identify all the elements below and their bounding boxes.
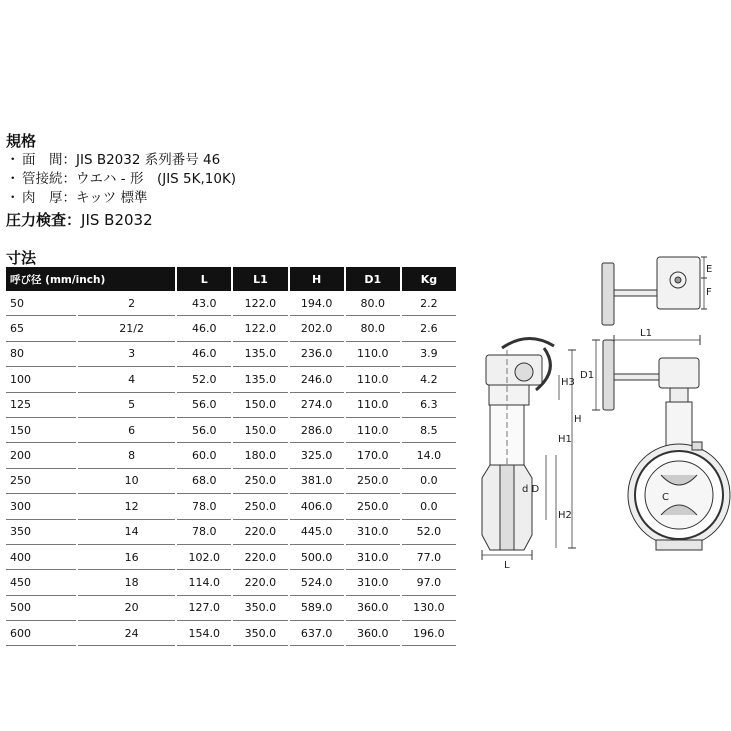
table-cell: 122.0 bbox=[233, 291, 287, 316]
table-cell: 589.0 bbox=[290, 596, 344, 621]
table-cell: 406.0 bbox=[290, 494, 344, 519]
table-cell: 250.0 bbox=[346, 494, 400, 519]
table-cell: 77.0 bbox=[402, 545, 456, 570]
table-cell: 52.0 bbox=[402, 520, 456, 545]
pressure-label: 圧力検査 bbox=[6, 211, 67, 229]
table-cell: 150.0 bbox=[233, 393, 287, 418]
table-row bbox=[6, 342, 456, 367]
table-cell: 600 bbox=[6, 621, 76, 646]
table-cell: 80.0 bbox=[346, 291, 400, 316]
table-cell: 14 bbox=[78, 520, 175, 545]
spec-title: 規格 bbox=[6, 132, 37, 150]
table-cell: 4.2 bbox=[402, 367, 456, 392]
table-cell: 12 bbox=[78, 494, 175, 519]
table-cell: 100 bbox=[6, 367, 76, 392]
spec-item-face-to-face: ・ 面 間：JIS B2032 系列番号 46 bbox=[6, 152, 221, 168]
table-cell: 78.0 bbox=[177, 520, 231, 545]
table-cell: 2.6 bbox=[402, 316, 456, 341]
table-cell: 500 bbox=[6, 596, 76, 621]
side-gearbox bbox=[486, 355, 542, 385]
table-cell: 150.0 bbox=[233, 418, 287, 443]
table-cell: 135.0 bbox=[233, 342, 287, 367]
pressure-test: 圧力検査：JIS B2032 bbox=[6, 211, 153, 229]
table-cell: 46.0 bbox=[177, 316, 231, 341]
table-cell: 350.0 bbox=[233, 596, 287, 621]
table-cell: 310.0 bbox=[346, 520, 400, 545]
table-cell: 0.0 bbox=[402, 494, 456, 519]
table-cell: 21/2 bbox=[78, 316, 175, 341]
table-cell: 0.0 bbox=[402, 469, 456, 494]
table-cell: 80.0 bbox=[346, 316, 400, 341]
table-cell: 310.0 bbox=[346, 545, 400, 570]
table-cell: 56.0 bbox=[177, 393, 231, 418]
table-cell: 50 bbox=[6, 291, 76, 316]
table-cell: 60.0 bbox=[177, 443, 231, 468]
bullet: ・ bbox=[6, 190, 20, 206]
table-body bbox=[6, 291, 456, 646]
table-cell: 250.0 bbox=[346, 469, 400, 494]
table-cell: 194.0 bbox=[290, 291, 344, 316]
table-cell: 524.0 bbox=[290, 570, 344, 595]
table-row bbox=[6, 621, 456, 646]
label-h2: H2 bbox=[558, 510, 572, 521]
table-cell: 78.0 bbox=[177, 494, 231, 519]
spec-key: 肉 厚 bbox=[22, 190, 63, 206]
table-cell: 14.0 bbox=[402, 443, 456, 468]
table-cell: 2.2 bbox=[402, 291, 456, 316]
table-cell: 196.0 bbox=[402, 621, 456, 646]
table-cell: 127.0 bbox=[177, 596, 231, 621]
table-cell: 56.0 bbox=[177, 418, 231, 443]
label-h1: H1 bbox=[558, 434, 572, 445]
label-l1: L1 bbox=[640, 328, 652, 339]
spec-value: ウエハ - 形 (JIS 5K,10K) bbox=[76, 171, 237, 187]
column-header-nominal-size: 呼び径 (mm/inch) bbox=[6, 267, 175, 291]
table-cell: 68.0 bbox=[177, 469, 231, 494]
table-cell: 3 bbox=[78, 342, 175, 367]
table-cell: 2 bbox=[78, 291, 175, 316]
table-cell: 200 bbox=[6, 443, 76, 468]
spec-key: 管接続 bbox=[22, 171, 63, 187]
table-row bbox=[6, 393, 456, 418]
table-cell: 110.0 bbox=[346, 418, 400, 443]
table-cell: 250 bbox=[6, 469, 76, 494]
label-e: E bbox=[706, 264, 713, 275]
table-header-row bbox=[6, 267, 456, 291]
pressure-value: JIS B2032 bbox=[81, 211, 153, 229]
table-cell: 381.0 bbox=[290, 469, 344, 494]
table-cell: 8.5 bbox=[402, 418, 456, 443]
table-cell: 250.0 bbox=[233, 469, 287, 494]
label-f: F bbox=[706, 287, 712, 298]
label-c: C bbox=[662, 492, 669, 503]
table-cell: 450 bbox=[6, 570, 76, 595]
table-row bbox=[6, 291, 456, 316]
table-row bbox=[6, 596, 456, 621]
table-row bbox=[6, 367, 456, 392]
table-cell: 500.0 bbox=[290, 545, 344, 570]
table-cell: 170.0 bbox=[346, 443, 400, 468]
table-cell: 10 bbox=[78, 469, 175, 494]
table-cell: 445.0 bbox=[290, 520, 344, 545]
table-cell: 97.0 bbox=[402, 570, 456, 595]
dimensions-title: 寸法 bbox=[6, 249, 37, 267]
table-cell: 202.0 bbox=[290, 316, 344, 341]
table-cell: 16 bbox=[78, 545, 175, 570]
column-header-d1: D1 bbox=[346, 267, 400, 291]
label-h: H bbox=[574, 414, 582, 425]
top-shaft bbox=[614, 290, 659, 296]
table-cell: 52.0 bbox=[177, 367, 231, 392]
side-lever-arc bbox=[502, 338, 554, 348]
label-l: L bbox=[504, 560, 510, 570]
bullet: ・ bbox=[6, 171, 20, 187]
table-row bbox=[6, 494, 456, 519]
column-header-l1: L1 bbox=[233, 267, 287, 291]
front-handwheel bbox=[603, 340, 614, 410]
table-cell: 110.0 bbox=[346, 367, 400, 392]
table-row bbox=[6, 316, 456, 341]
column-header-l: L bbox=[177, 267, 231, 291]
spec-section bbox=[6, 131, 446, 231]
table-cell: 80 bbox=[6, 342, 76, 367]
table-cell: 24 bbox=[78, 621, 175, 646]
table-cell: 18 bbox=[78, 570, 175, 595]
table-cell: 102.0 bbox=[177, 545, 231, 570]
table-cell: 350 bbox=[6, 520, 76, 545]
label-h3: H3 bbox=[561, 377, 575, 388]
table-cell: 325.0 bbox=[290, 443, 344, 468]
table-cell: 6.3 bbox=[402, 393, 456, 418]
table-row bbox=[6, 469, 456, 494]
table-row bbox=[6, 545, 456, 570]
table-cell: 360.0 bbox=[346, 621, 400, 646]
table-row bbox=[6, 418, 456, 443]
table-cell: 8 bbox=[78, 443, 175, 468]
table-cell: 220.0 bbox=[233, 570, 287, 595]
table-cell: 122.0 bbox=[233, 316, 287, 341]
table-cell: 110.0 bbox=[346, 342, 400, 367]
table-cell: 4 bbox=[78, 367, 175, 392]
table-cell: 274.0 bbox=[290, 393, 344, 418]
table-cell: 180.0 bbox=[233, 443, 287, 468]
table-cell: 360.0 bbox=[346, 596, 400, 621]
valve-drawing bbox=[466, 250, 731, 570]
table-cell: 220.0 bbox=[233, 520, 287, 545]
top-handwheel bbox=[602, 263, 614, 325]
spec-key: 面 間 bbox=[22, 152, 63, 168]
spec-value: キッツ 標準 bbox=[76, 190, 148, 206]
column-header-kg: Kg bbox=[402, 267, 456, 291]
label-d1: D1 bbox=[580, 370, 595, 381]
table-cell: 300 bbox=[6, 494, 76, 519]
table-cell: 5 bbox=[78, 393, 175, 418]
table-row bbox=[6, 570, 456, 595]
table-cell: 3.9 bbox=[402, 342, 456, 367]
table-cell: 637.0 bbox=[290, 621, 344, 646]
front-gearbox bbox=[659, 358, 699, 388]
table-row bbox=[6, 443, 456, 468]
table-cell: 135.0 bbox=[233, 367, 287, 392]
spec-item-wall-thickness: ・ 肉 厚：キッツ 標準 bbox=[6, 190, 148, 206]
table-row bbox=[6, 520, 456, 545]
table-cell: 20 bbox=[78, 596, 175, 621]
table-cell: 114.0 bbox=[177, 570, 231, 595]
table-cell: 154.0 bbox=[177, 621, 231, 646]
table-cell: 246.0 bbox=[290, 367, 344, 392]
table-cell: 130.0 bbox=[402, 596, 456, 621]
spec-value: JIS B2032 系列番号 46 bbox=[76, 152, 221, 168]
label-d: d D bbox=[522, 484, 540, 495]
table-cell: 286.0 bbox=[290, 418, 344, 443]
bullet: ・ bbox=[6, 152, 20, 168]
table-cell: 6 bbox=[78, 418, 175, 443]
table-cell: 310.0 bbox=[346, 570, 400, 595]
table-cell: 125 bbox=[6, 393, 76, 418]
table-cell: 250.0 bbox=[233, 494, 287, 519]
table-cell: 43.0 bbox=[177, 291, 231, 316]
table-cell: 110.0 bbox=[346, 393, 400, 418]
valve-drawing-svg bbox=[466, 250, 731, 570]
table-cell: 46.0 bbox=[177, 342, 231, 367]
table-cell: 400 bbox=[6, 545, 76, 570]
column-header-h: H bbox=[290, 267, 344, 291]
table-cell: 350.0 bbox=[233, 621, 287, 646]
table-cell: 236.0 bbox=[290, 342, 344, 367]
table-cell: 65 bbox=[6, 316, 76, 341]
table-cell: 150 bbox=[6, 418, 76, 443]
dimensions-table bbox=[4, 267, 458, 646]
table-cell: 220.0 bbox=[233, 545, 287, 570]
spec-item-connection: ・ 管接続：ウエハ - 形 (JIS 5K,10K) bbox=[6, 171, 237, 187]
